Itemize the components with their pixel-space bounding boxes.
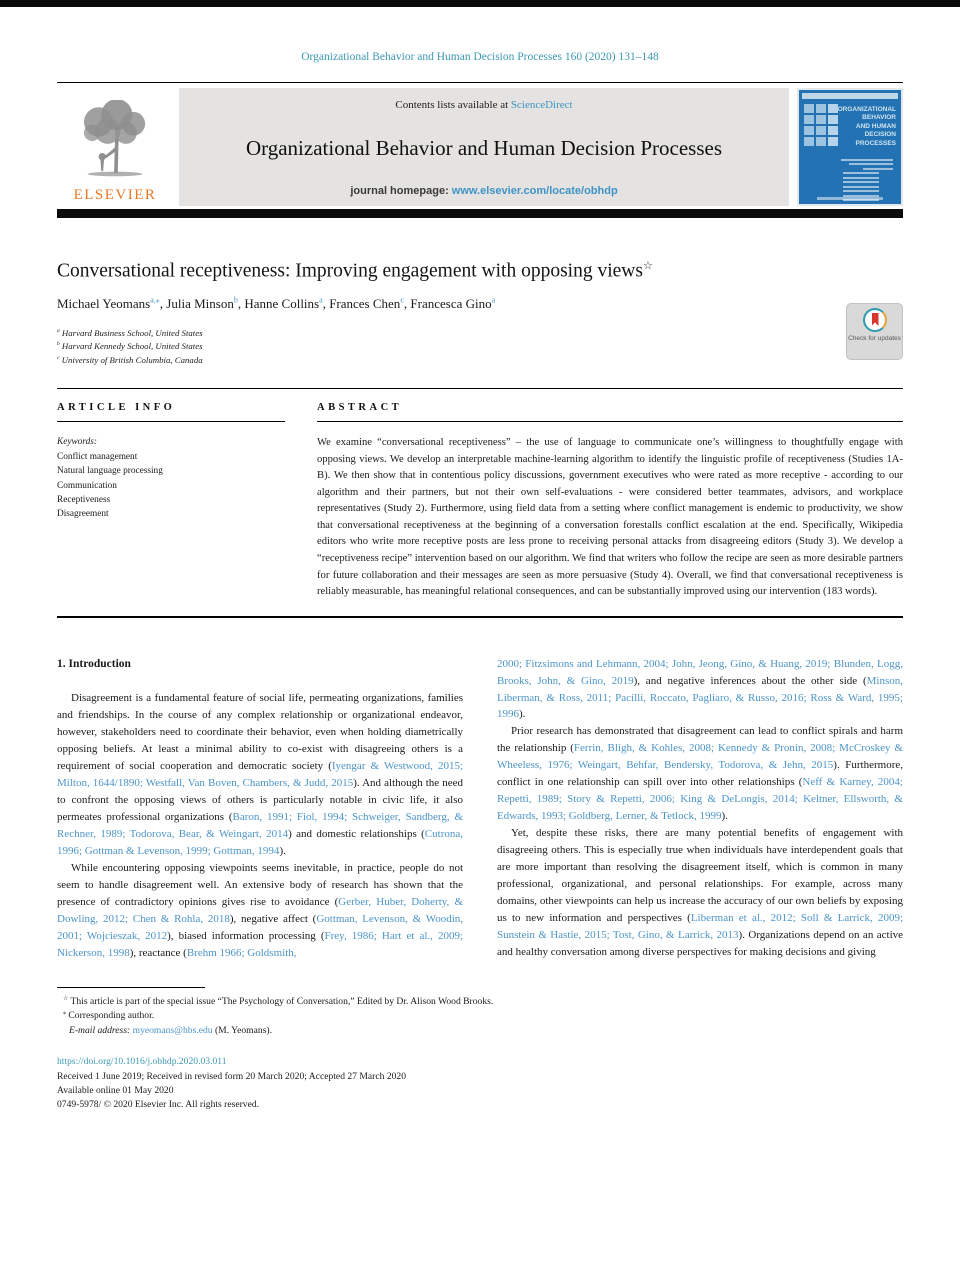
homepage-link[interactable]: www.elsevier.com/locate/obhdp	[451, 185, 618, 197]
citation-link[interactable]: a	[491, 295, 496, 305]
text-segment: ). And although the need to confront the opposing views of others is particularly notable in civic life, it also permeates professional organizations (	[57, 777, 463, 824]
copyright-line: 0749-5978/ © 2020 Elsevier Inc. All rights reserved.	[57, 1099, 260, 1111]
text-segment: Prior research has demonstrated that disagreement can lead to conflict spirals and harm the relationship (	[497, 725, 903, 755]
text-segment: ). Furthermore, conflict in one relationship can spill over into other relationships (	[497, 759, 903, 789]
special-issue-star: ☆	[642, 260, 653, 272]
info-top-rule	[57, 388, 903, 389]
text-segment: ).	[279, 845, 286, 858]
journal-title: Organizational Behavior and Human Decision Processes	[245, 135, 723, 160]
affiliation-b	[57, 340, 903, 354]
citation-link[interactable]: Brehm 1966; Goldsmith,	[186, 947, 297, 960]
text-segment: ).	[721, 810, 728, 823]
citation-link[interactable]: Liberman et al., 2012; Soll & Larrick, 2009; Sunstein & Hastie, 2015; Tost, Gino, & Larrick, 2013	[497, 912, 904, 942]
text-segment: , Julia Minson	[159, 295, 234, 311]
text-segment: While encountering opposing viewpoints seems inevitable, in practice, people do not seem to handle disagreement well. An extensive body of research has shown that the presence of contradictory opinions gives rise to avoidance (	[57, 862, 463, 909]
text-segment: E-mail address:	[69, 1024, 131, 1036]
keyword-item: Conflict management	[57, 451, 138, 462]
contents-line	[189, 99, 779, 111]
text-segment: (M. Yeomans).	[212, 1024, 273, 1036]
cover-bottom-bar	[817, 197, 883, 200]
affiliations	[57, 327, 903, 368]
sciencedirect-link[interactable]: ScienceDirect	[510, 99, 573, 111]
cover-grid-pattern	[804, 104, 840, 146]
citation-link[interactable]: Gerber, Huber, Doherty, & Dowling, 2012; Chen & Rohla, 2018	[57, 896, 464, 926]
keyword-item: Disagreement	[57, 509, 109, 520]
keywords-label: Keywords:	[57, 437, 97, 448]
footnotes	[57, 995, 903, 1038]
citation-link[interactable]: Frey, 1986; Hart et al., 2009; Nickerson, 1998	[57, 930, 464, 960]
citation-link[interactable]: Gottman, Levenson, & Woodin, 2001; Wojcieszak, 2012	[57, 913, 463, 943]
contents-prefix: Contents lists available at	[395, 99, 511, 111]
affiliation-c	[57, 354, 903, 368]
citation-link[interactable]: myeomans@hbs.edu	[132, 1024, 213, 1036]
citation-link[interactable]: b	[233, 295, 238, 305]
citation-link[interactable]: c	[400, 295, 404, 305]
citation-link[interactable]: Neff & Karney, 2004; Repetti, 1989; Story & Repetti, 2006; King & DeLongis, 2014; Keltner, Ellsworth, & Edwards, 1993; Goldberg, Lerner, & Tetlock, 1999	[497, 776, 903, 823]
text-segment: , Hanne Collins	[237, 295, 320, 311]
footnote-special-issue	[57, 995, 903, 1009]
citation-link[interactable]: Iyengar & Westwood, 2015; Milton, 1644/1890; Westfall, Van Boven, Chambers, & Judd, 2015	[57, 760, 463, 790]
body-columns	[57, 656, 903, 963]
text-segment: b	[57, 341, 60, 348]
text-segment: c	[57, 354, 60, 361]
elsevier-wordmark: ELSEVIER	[73, 187, 157, 203]
citation-link[interactable]: Minson, Liberman, & Ross, 2011; Pacilli, Roccato, Pagliaro, & Russo, 2016; Ross & Ward, 1995; 1996	[497, 674, 904, 721]
right-column	[497, 656, 903, 963]
crossmark-icon	[863, 308, 887, 332]
elsevier-logo[interactable]	[57, 88, 173, 206]
keyword-item: Communication	[57, 480, 117, 491]
text-segment: ), and negative inferences about the other side (	[633, 674, 867, 687]
abstract-bottom-rule	[57, 616, 903, 618]
text-segment: Harvard Business School, United States	[59, 327, 203, 338]
text-segment: Disagreement is a fundamental feature of social life, permeating organizations, families and friendships. In the course of any complex relationship or organizational endeavor, however, stakeholders need to coordinate their behavior, even when holding diametrically opposing beliefs. At least a minimal ability to co-exist with disagreeing others is a requirement of social cooperation and democratic society (	[57, 692, 463, 773]
text-segment: ⁎	[63, 1010, 66, 1017]
citation-link[interactable]: 2000; Fitzsimons and Lehmann, 2004; John, Jeong, Gino, & Huang, 2019; Blunden, Logg, Brooks, John, & Gino, 2019	[497, 657, 903, 687]
journal-header	[57, 88, 903, 206]
citation-link[interactable]: a	[319, 295, 323, 305]
abstract-text: We examine “conversational receptiveness” – the use of language to communicate one’s willingness to thoughtfully engage with opposing views. We develop an interpretable machine-learning algorithm to identify the linguistic profile of receptiveness (Studies 1A-B). We then show that in contentious policy discussions, government executives who were rated as more receptive - according to our algorithm and their partners, but not their own self-evaluations - were considered better teammates, advisors, and workplace representatives (Study 2). Furthermore, using field data from a setting where conflict management is endemic to productivity, we show that conversational receptiveness at the beginning of a conversation forestalls conflict escalation at the end. Specifically, Wikipedia editors who write more receptive posts are less prone to receiving personal attacks from disagreeing editors (Study 3). We develop a “receptiveness recipe” intervention based on our algorithm. We find that writers who follow the recipe are seen as more desirable partners for future collaboration and their messages are seen as more persuasive (Study 4). Overall, we find that conversational receptiveness is reliably measurable, has meaningful relational consequences, and can be substantially improved using our intervention (183 words).	[317, 437, 903, 598]
article-page	[57, 51, 903, 1113]
header-bottom-bar	[57, 209, 903, 218]
homepage-prefix: journal homepage:	[350, 185, 452, 197]
text-segment: a	[57, 327, 60, 334]
text-segment: ), negative affect (	[229, 913, 317, 926]
running-head-citation: Organizational Behavior and Human Decision Processes 160 (2020) 131–148	[301, 51, 659, 63]
doi-link[interactable]: https://doi.org/10.1016/j.obhdp.2020.03.011	[57, 1056, 227, 1068]
text-segment: ), biased information processing (	[167, 930, 325, 943]
body-paragraph	[57, 690, 463, 860]
homepage-line	[189, 185, 779, 197]
text-segment: ☆	[63, 995, 69, 1002]
abstract-rule	[317, 421, 903, 422]
article-info-rule	[57, 421, 285, 422]
footnote-email	[57, 1024, 903, 1038]
abstract-heading: ABSTRACT	[317, 402, 403, 414]
body-paragraph	[497, 723, 903, 825]
text-segment: ), reactance (	[129, 947, 187, 960]
check-for-updates-badge[interactable]	[846, 303, 903, 360]
cover-top-band	[802, 93, 898, 99]
article-info-column	[57, 402, 309, 600]
body-paragraph	[497, 656, 903, 724]
text-segment: This article is part of the special issue “The Psychology of Conversation,” Edited by Dr. Alison Wood Brooks.	[68, 996, 494, 1008]
citation-link[interactable]: a,⁎	[150, 295, 160, 305]
text-segment: Corresponding author.	[65, 1010, 155, 1022]
keyword-item: Receptiveness	[57, 495, 111, 505]
text-segment: ). Organizations depend on an active and healthy conversation among diverse perspectives for making decisions and giving	[497, 929, 904, 959]
abstract-column	[309, 402, 903, 600]
citation-link[interactable]: Baron, 1991; Fiol, 1994; Schweiger, Sandberg, & Rechner, 1989; Todorova, Bear, & Weingart, 2014	[57, 811, 463, 841]
article-title: Conversational receptiveness: Improving engagement with opposing views☆	[57, 260, 653, 282]
authors-line	[57, 296, 903, 312]
received-dates: Received 1 June 2019; Received in revised form 20 March 2020; Accepted 27 March 2020	[57, 1070, 407, 1082]
info-abstract-section	[57, 402, 903, 600]
cover-decorative-lines	[823, 156, 893, 201]
check-badge-label: Check for updates	[848, 335, 901, 342]
journal-masthead	[179, 88, 789, 206]
elsevier-tree-icon	[69, 100, 161, 189]
text-segment: Harvard Kennedy School, United States	[59, 341, 203, 352]
citation-link[interactable]: Cutrona, 1996; Gottman & Levenson, 1999; Gottman, 1994	[57, 828, 463, 858]
left-column	[57, 656, 463, 963]
header-top-rule	[57, 82, 903, 83]
article-footer	[57, 1055, 903, 1113]
citation-link[interactable]: Ferrin, Bligh, & Kohles, 2008; Kennedy & Pronin, 2008; McCroskey & Wheeless, 1976; Weingart, Behfar, Bendersky, Todorova, & Jehn, 2015	[497, 742, 903, 772]
text-segment: , Francesca Gino	[403, 295, 492, 311]
text-segment: University of British Columbia, Canada	[59, 354, 203, 365]
article-info-heading: ARTICLE INFO	[57, 402, 176, 414]
keyword-item: Natural language processing	[57, 466, 163, 477]
cover-title: ORGANIZATIONAL BEHAVIOR AND HUMAN DECISION PROCESSES	[837, 106, 896, 147]
journal-cover-thumbnail[interactable]	[797, 88, 903, 206]
body-paragraph	[497, 825, 903, 961]
text-segment: Yet, despite these risks, there are many potential benefits of engagement with disagreeing others. This is especially true when individuals have interdependent goals that are more important than resolving the disagreement itself, which is common in many professional, organizational, and personal relationships. For example, across many domains, other viewpoints can help us increase the accuracy of our own beliefs by exposing us to new information and perspectives (	[497, 827, 903, 925]
text-segment: ) and domestic relationships (	[288, 828, 425, 841]
affiliation-a	[57, 327, 903, 341]
text-segment: Michael Yeomans	[57, 295, 151, 311]
body-paragraph	[57, 860, 463, 962]
section-heading-introduction: 1. Introduction	[57, 657, 131, 670]
footnote-separator	[57, 987, 205, 988]
page-top-edge	[0, 0, 960, 7]
text-segment: ).	[519, 708, 526, 721]
available-online: Available online 01 May 2020	[57, 1085, 174, 1096]
text-segment: , Frances Chen	[322, 295, 401, 311]
footnote-corresponding-author	[57, 1009, 903, 1023]
